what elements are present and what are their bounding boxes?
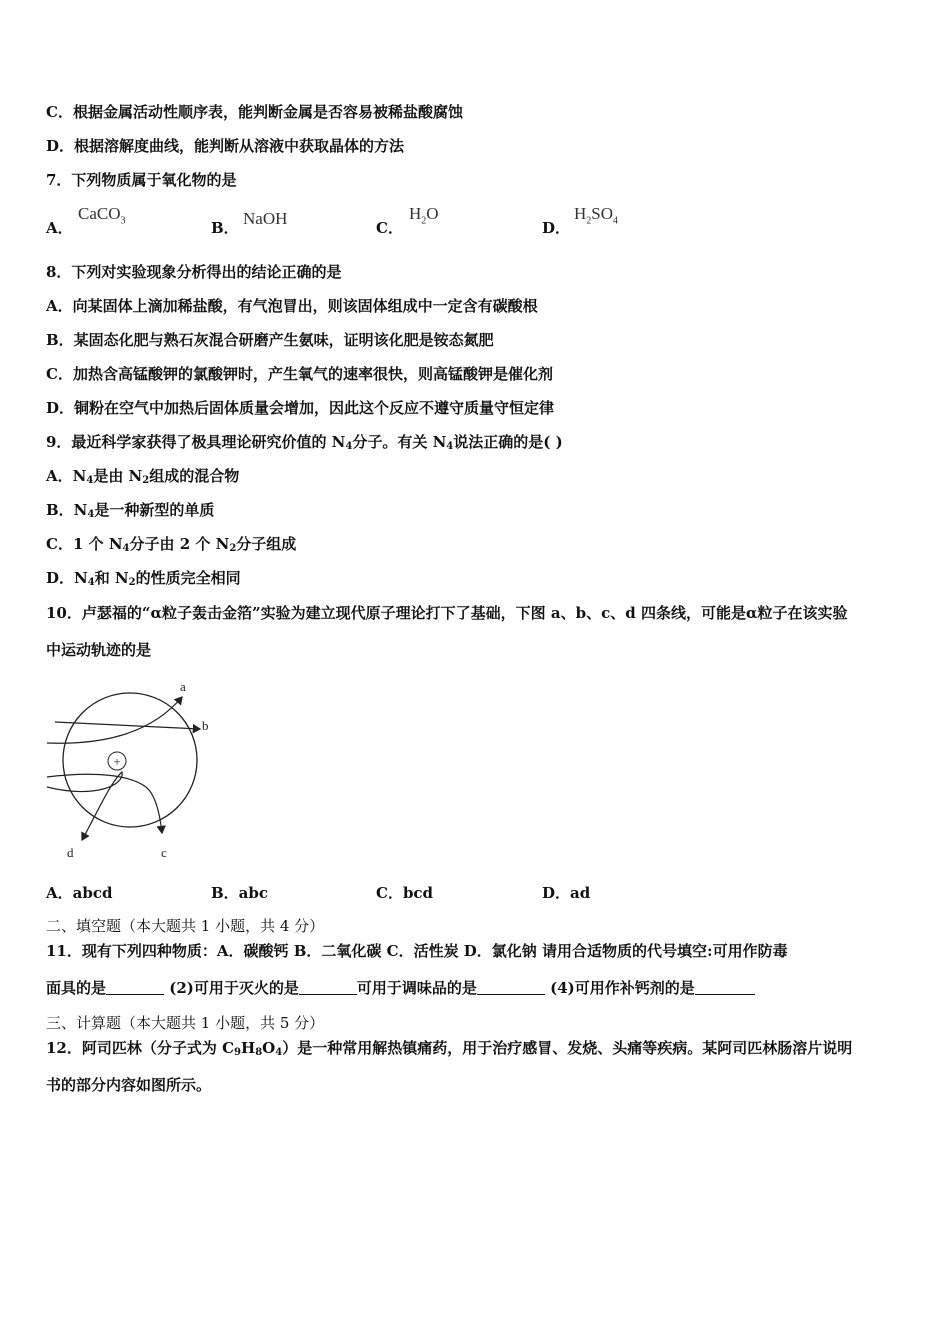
answer-blank-2[interactable]	[299, 980, 357, 995]
label-a: a	[180, 679, 186, 694]
nucleus-sign: +	[113, 754, 121, 769]
trajectory-d	[47, 772, 122, 840]
q9-option-b: B．$N_4$是一种新型的单质	[46, 501, 215, 520]
section-2-heading: 二、填空题（本大题共 1 小题，共 4 分）	[46, 917, 325, 935]
q9-option-c: C．1 个 $N_4$分子由 2 个 $N_2$分子组成	[46, 535, 297, 554]
q7-option-d-formula: $H_2SO_4$	[574, 204, 619, 227]
section-3-heading: 三、计算题（本大题共 1 小题，共 5 分）	[46, 1014, 325, 1032]
q11-line2: 面具的是 (2)可用于灭火的是 可用于调味品的是 (4)可用作补钙剂的是	[46, 978, 755, 998]
alpha-scattering-figure	[40, 675, 230, 865]
q10-option-c: C．bcd	[376, 884, 434, 902]
label-b: b	[202, 718, 209, 733]
trajectory-c	[47, 774, 162, 833]
q6-option-d: D．根据溶解度曲线，能判断从溶液中获取晶体的方法	[46, 137, 405, 155]
q7-option-a-label: A．	[46, 219, 73, 237]
q8-option-a: A．向某固体上滴加稀盐酸，有气泡冒出，则该固体组成中一定含有碳酸根	[46, 297, 538, 315]
q10-option-a: A．abcd	[46, 884, 113, 902]
answer-blank-1[interactable]	[106, 980, 164, 995]
q8-stem: 8．下列对实验现象分析得出的结论正确的是	[46, 263, 342, 281]
q7-option-a-formula: CaCO$_3$	[78, 204, 126, 227]
q12-line2: 书的部分内容如图所示。	[46, 1076, 212, 1094]
q9-option-d: D．$N_4$和 $N_2$的性质完全相同	[46, 569, 241, 588]
q8-option-d: D．铜粉在空气中加热后固体质量会增加，因此这个反应不遵守质量守恒定律	[46, 399, 555, 417]
atom-circle	[63, 693, 197, 827]
q7-option-b-label: B．	[211, 219, 239, 237]
q10-stem-line1: 10．卢瑟福的“α粒子轰击金箔”实验为建立现代原子理论打下了基础，下图 a、b、c、d 四条线，可能是α粒子在该实验	[46, 604, 848, 622]
q7-option-c-formula: $H_2O$	[409, 204, 439, 227]
q6-option-c: C．根据金属活动性顺序表，能判断金属是否容易被稀盐酸腐蚀	[46, 103, 463, 121]
q9-option-a: A．$N_4$是由 $N_2$组成的混合物	[46, 467, 240, 486]
label-c: c	[161, 845, 167, 860]
q12-line1: 12．阿司匹林（分子式为 $C_9H_8O_4$）是一种常用解热镇痛药，用于治疗感冒、发烧、头痛等疾病。某阿司匹林肠溶片说明	[46, 1039, 853, 1058]
q7-stem: 7．下列物质属于氧化物的是	[46, 171, 237, 189]
answer-blank-4[interactable]	[695, 980, 755, 995]
q11-line1: 11．现有下列四种物质：A．碳酸钙 B．二氧化碳 C．活性炭 D．氯化钠 请用合适物质的代号填空:可用作防毒	[46, 942, 788, 960]
label-d: d	[67, 845, 74, 860]
q7-option-c-label: C．	[376, 219, 403, 237]
q10-option-b: B．abc	[211, 884, 269, 902]
q10-option-d: D．ad	[542, 884, 591, 902]
q10-stem-line2: 中运动轨迹的是	[46, 641, 152, 659]
trajectory-b	[55, 722, 200, 729]
q9-stem: 9．最近科学家获得了极具理论研究价值的 $N_4$分子。有关 $N_4$说法正确的是( )	[46, 433, 563, 452]
answer-blank-3[interactable]	[477, 980, 545, 995]
q8-option-b: B．某固态化肥与熟石灰混合研磨产生氨味，证明该化肥是铵态氮肥	[46, 331, 494, 349]
q8-option-c: C．加热含高锰酸钾的氯酸钾时，产生氧气的速率很快，则高锰酸钾是催化剂	[46, 365, 553, 383]
q7-option-b-formula: NaOH	[243, 209, 288, 228]
q7-option-d-label: D．	[542, 219, 571, 237]
